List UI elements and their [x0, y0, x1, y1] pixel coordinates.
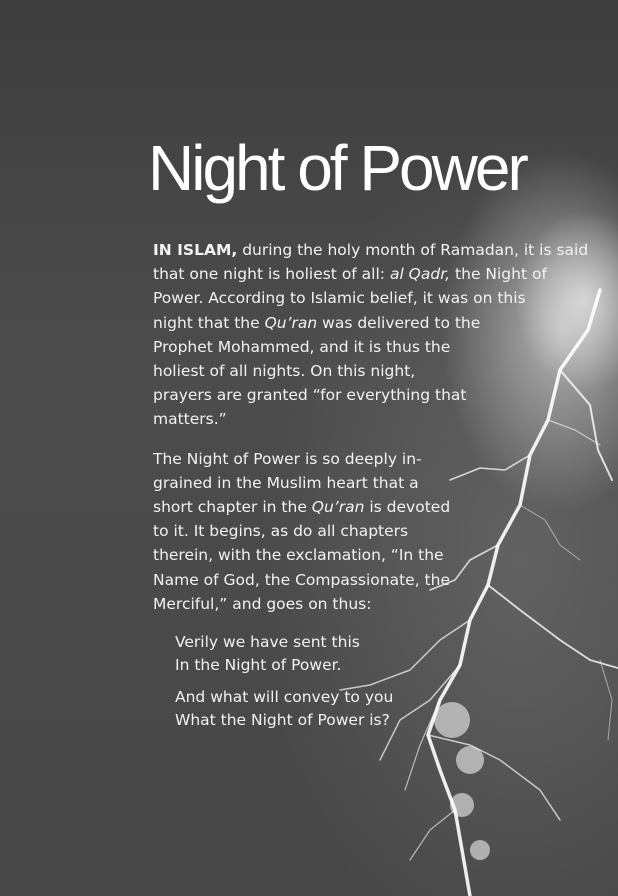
lead-in: IN ISLAM, [153, 241, 238, 259]
text-line: short chapter in the [153, 498, 312, 517]
text-line: prayers are granted “for everything that [153, 386, 467, 405]
article-body [153, 238, 589, 741]
text-line: is devoted [364, 498, 451, 517]
verse-line: What the Night of Power is? [175, 711, 390, 730]
text-line: grained in the Muslim heart that a [153, 473, 419, 492]
verse-line: And what will convey to you [175, 688, 394, 707]
text-line: The Night of Power is so deeply in- [153, 449, 422, 468]
text-line: night that the [153, 313, 265, 332]
paragraph-chapter [153, 447, 573, 616]
verse-line: In the Night of Power. [175, 656, 342, 675]
text-line: Power. According to Islamic belief, it was on this [153, 289, 526, 308]
text-line: during the holy month of Ramadan, it is said [237, 241, 589, 259]
text-line: therein, with the exclamation, “In the [153, 546, 444, 565]
text-line: was delivered to the [317, 313, 481, 332]
text-line: matters.” [153, 410, 227, 429]
verse-stanza-1 [175, 631, 573, 677]
text-line: to it. It begins, as do all chapters [153, 522, 409, 541]
italic-term: al Qadr, [389, 265, 451, 284]
text-line: Prophet Mohammed, and it is thus the [153, 337, 451, 356]
text-line: that one night is holiest of all: [153, 265, 390, 284]
page-title: Night of Power [148, 132, 526, 204]
verse-stanza-2 [175, 686, 573, 732]
italic-term: Qu’ran [311, 498, 365, 517]
paragraph-intro [153, 238, 589, 432]
text-line: holiest of all nights. On this night, [153, 362, 416, 381]
italic-term: Qu’ran [264, 313, 318, 332]
verse-line: Verily we have sent this [175, 633, 360, 652]
text-line: Name of God, the Compassionate, the [153, 570, 450, 589]
text-line: the Night of [450, 265, 547, 284]
text-line: Merciful,” and goes on thus: [153, 594, 372, 613]
